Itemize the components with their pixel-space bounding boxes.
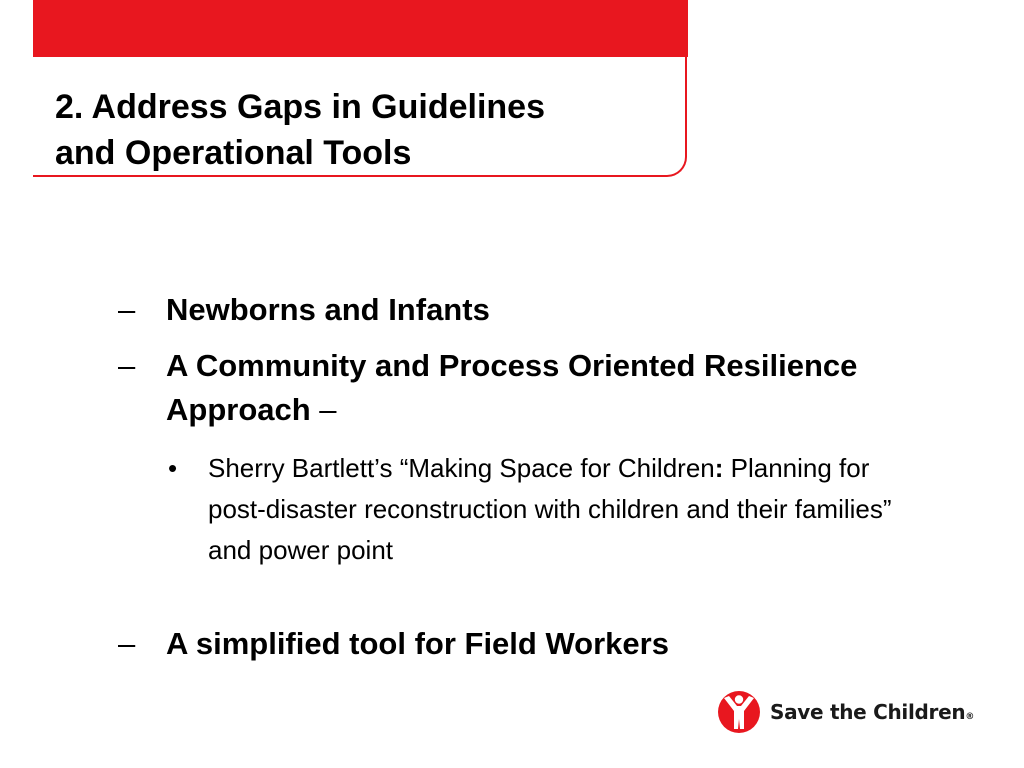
sub-item-rest: Planning for post-disaster reconstruction with children and their families” and power point xyxy=(208,453,892,565)
save-the-children-figure-icon xyxy=(716,689,762,735)
registered-mark: ® xyxy=(965,712,975,722)
slide-title: 2. Address Gaps in Guidelines and Operational Tools xyxy=(55,88,545,172)
dash-marker: – xyxy=(118,292,136,327)
sub-item-lead: Sherry Bartlett’s “Making Space for Children xyxy=(208,453,715,483)
logo-text xyxy=(770,700,974,724)
sub-item-colon: : xyxy=(714,453,724,483)
save-the-children-logo xyxy=(716,684,975,740)
dash-marker: – xyxy=(118,348,136,383)
list-item-text: Newborns and Infants xyxy=(166,292,490,327)
dash-marker: – xyxy=(118,626,136,661)
list-item-text: A simplified tool for Field Workers xyxy=(166,626,669,661)
list-item-main: A Community and Process Oriented Resilience Approach xyxy=(166,348,858,427)
list-item-text xyxy=(166,344,878,432)
sub-list-item-text xyxy=(208,448,898,571)
logo-wordmark: Save the Children xyxy=(770,700,966,724)
list-item-tail: – xyxy=(310,392,337,427)
bullet-marker: • xyxy=(168,453,178,483)
